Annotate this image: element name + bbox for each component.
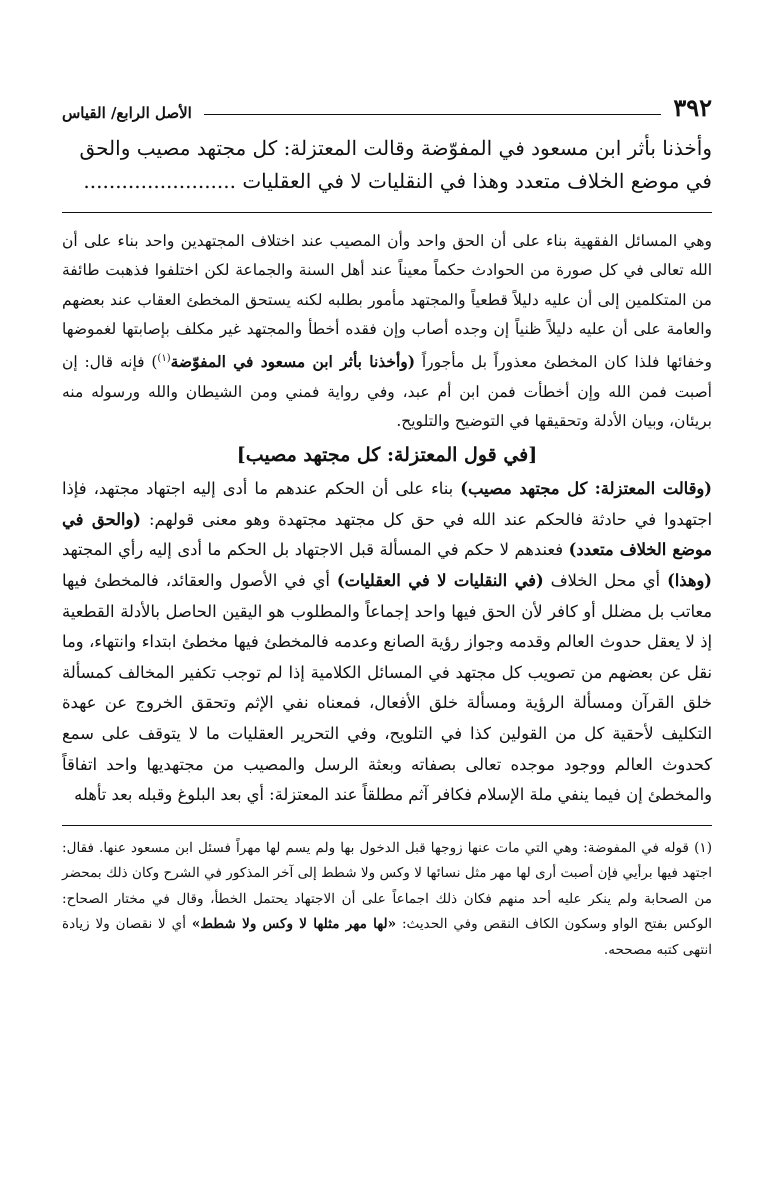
hadith-quote: «لها مهر مثلها لا وكس ولا شطط» — [191, 916, 397, 933]
footnote-ref[interactable]: (١) — [157, 353, 171, 365]
commentary-text: بناء على أن الحكم عندهم ما أدى إليه اجتهاد مجتهد، فإذا اجتهدوا في حادثة فالحكم عند الله في حق كل مجتهد مجتهدة وهو معنى قولهم: — [62, 479, 712, 529]
commentary-text: فعندهم لا حكم في المسألة قبل الاجتهاد بل الحكم ما أدى إليه رأي المجتهد — [62, 540, 569, 560]
section-heading: [في قول المعتزلة: كل مجتهد مصيب] — [236, 444, 538, 467]
running-title: الأصل الرابع/ القياس — [62, 104, 192, 122]
matn-separator — [62, 212, 712, 213]
matn-quote: (في النقليات لا في العقليات) — [336, 571, 544, 591]
matn-line: في موضع الخلاف متعدد وهذا في النقليات لا في العقليات ........................ — [83, 169, 712, 193]
commentary-paragraph-1 — [62, 227, 712, 436]
commentary-text: أي محل الخلاف — [543, 571, 668, 591]
matn-line: وأخذنا بأثر ابن مسعود في المفوّضة وقالت المعتزلة: كل مجتهد مصيب والحق — [79, 136, 712, 160]
commentary-text: وهي المسائل الفقهية بناء على أن الحق واحد وأن المصيب عند اختلاف المجتهدين واحد بناء على أن الله تعالى في كل صورة من الحوادث حكماً معيناً عند أهل السنة والجماعة لكن اختلفوا فذهبت طائفة من المتكلمين إلى أن عليه دليلاً قطعياً والمجتهد مأمور بطلبه لكنه يستحق المخطئ العقاب عند بعضهم والعامة على أن عليه دليلاً ظنياً إن وجده أصاب وإن فقده أخطأ والمجتهد غير مكلف بإصابتها لغموضها وخفائها فلذا كان المخطئ معذوراً بل مأجوراً — [62, 232, 713, 372]
page-number: ٣٩٢ — [673, 93, 712, 122]
header-rule — [204, 114, 662, 115]
matn-quote: (والحق في موضع الخلاف متعدد) — [62, 509, 712, 560]
matn-quote: (وقالت المعتزلة: كل مجتهد مصيب) — [460, 479, 712, 499]
matn-quote: (وأخذنا بأثر ابن مسعود في المفوّضة — [170, 352, 416, 372]
footnote-text: أي لا نقصان ولا زيادة انتهى كتبه مصححه. — [62, 916, 712, 958]
footnote-separator — [62, 825, 712, 826]
commentary-paragraph-2 — [62, 474, 712, 811]
footnote — [62, 836, 712, 964]
commentary-text: ) فإنه قال: إن أصبت فمن الله وإن أخطأت فمن ابن أم عبد، وفي رواية فمني ومن الشيطان والله ورسوله منه بريئان، وبيان الأدلة وتحقيقها في التوضيح والتلويح. — [62, 353, 712, 430]
page-header — [62, 92, 712, 122]
matn-text — [62, 132, 712, 198]
commentary-text: أي في الأصول والعقائد، فالمخطئ فيها معاتب بل مضلل أو كافر لأن الحق فيها واحد إجماعاً والمطلوب هو اليقين الحاصل بالأدلة القطعية إذ لا يعقل حدوث العالم وقدمه وجواز رؤية الصانع وعدمه فالمخطئ فيها مخطئ ابتداء وانتهاء، وما نقل عن بعضهم من تصويب كل مجتهد في المسائل الكلامية إذا لم توجب تكفير المخالف كمسألة خلق القرآن ومسألة الرؤية ومسألة خلق الأفعال، فمعناه نفي الإثم وتحقق الخروج عن عهدة التكليف لأحقية كل من القولين كذا في التلويح، وفي التحرير العقليات ما لا يتوقف على سمع كحدوث العالم ووجود موجده تعالى بصفاته وبعثة الرسل والمصيب من مجتهديها واحد اتفاقاً والمخطئ إن فيما ينفي ملة الإسلام فكافر آثم مطلقاً عند المعتزلة: أي بعد البلوغ وقبله بعد تأهله — [62, 571, 712, 805]
matn-quote: (وهذا) — [667, 571, 712, 591]
footnote-text: (١) قوله في المفوضة: وهي التي مات عنها زوجها قبل الدخول بها ولم يسم لها مهراً فسئل ابن مسعود عنها. فقال: اجتهد فيها برأيي فإن أصبت أرى لها مهر مثل نسائها لا وكس ولا شطط إلى آخر المذكور في الشرح وكان ذلك بمحضر من الصحابة ولم ينكر عليه أحد منهم فكان ذلك اجماعاً على أن الاجتهاد يحتمل الخطأ، وقال في مختار الصحاح: الوكس بفتح الواو وسكون الكاف النقص وفي الحديث: — [62, 839, 712, 933]
